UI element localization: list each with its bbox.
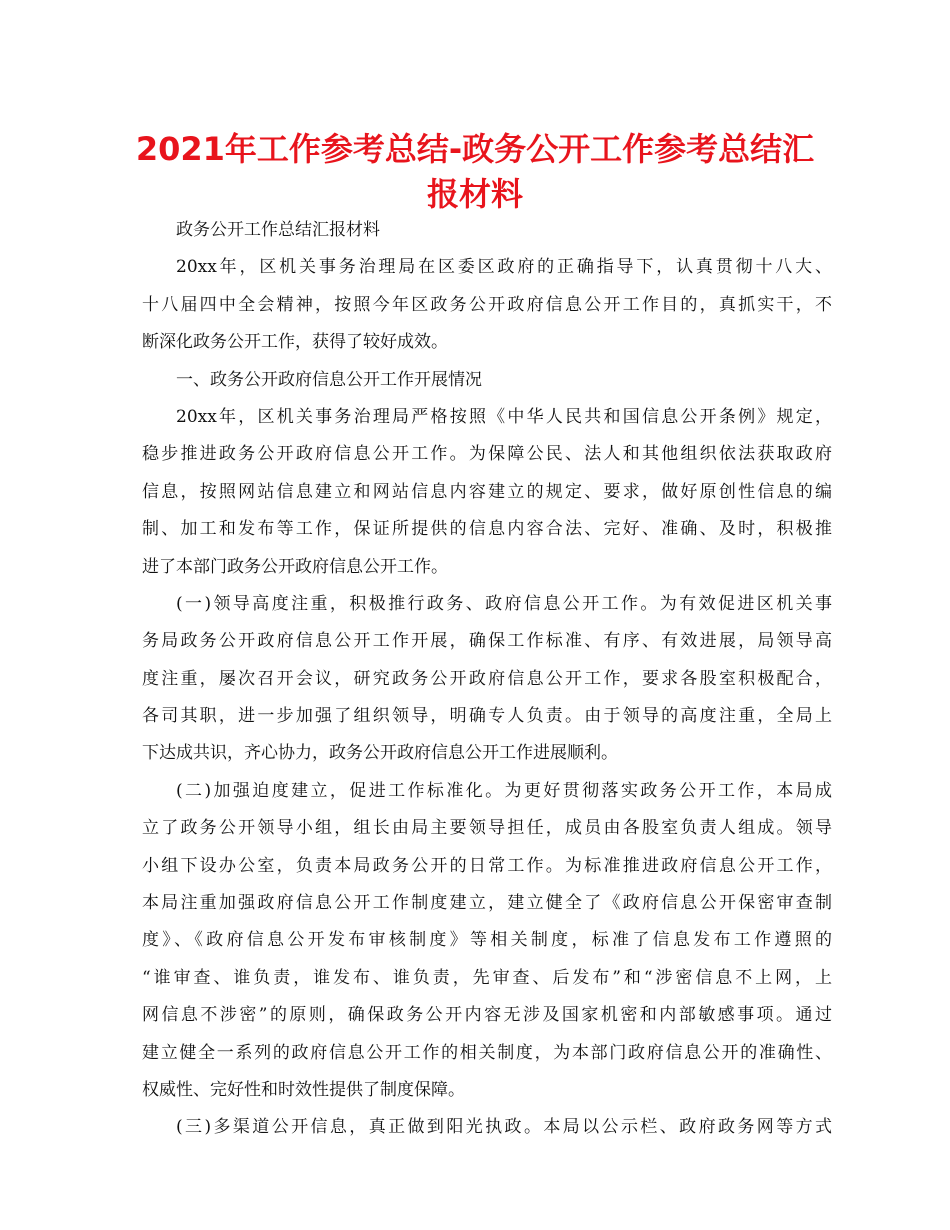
body-line: 本局注重加强政府信息公开工作制度建立，建立健全了《政府信息公开保密审查制 bbox=[142, 893, 832, 914]
body-line: 下达成共识，齐心协力，政务公开政府信息公开工作进展顺利。 bbox=[142, 743, 618, 764]
body-line: 20xx年，区机关事务治理局严格按照《中华人民共和国信息公开条例》规定， bbox=[176, 406, 832, 427]
body-line: 政务公开工作总结汇报材料 bbox=[176, 220, 380, 240]
document-title-line-1: 2021年工作参考总结-政务公开工作参考总结汇 bbox=[135, 130, 815, 168]
body-line: 度注重，屡次召开会议，研究政务公开政府信息公开工作，要求各股室积极配合， bbox=[142, 668, 832, 689]
body-line: (二)加强迫度建立，促进工作标准化。为更好贯彻落实政务公开工作，本局成 bbox=[176, 780, 832, 801]
body-line: 网信息不涉密”的原则，确保政务公开内容无涉及国家机密和内部敏感事项。通过 bbox=[142, 1005, 832, 1026]
body-line: 断深化政务公开工作，获得了较好成效。 bbox=[142, 332, 448, 353]
body-line: 20xx年，区机关事务治理局在区委区政府的正确指导下，认真贯彻十八大、 bbox=[176, 257, 832, 278]
body-line: 度》、《政府信息公开发布审核制度》等相关制度，标准了信息发布工作遵照的 bbox=[142, 930, 832, 951]
body-line: (一)领导高度注重，积极推行政务、政府信息公开工作。为有效促进区机关事 bbox=[176, 593, 832, 614]
body-line: 权威性、完好性和时效性提供了制度保障。 bbox=[142, 1079, 465, 1100]
body-line: 稳步推进政务公开政府信息公开工作。为保障公民、法人和其他组织依法获取政府 bbox=[142, 444, 832, 465]
body-line: 信息，按照网站信息建立和网站信息内容建立的规定、要求，做好原创性信息的编 bbox=[142, 481, 832, 502]
body-line: 进了本部门政务公开政府信息公开工作。 bbox=[142, 556, 448, 577]
body-line: 制、加工和发布等工作，保证所提供的信息内容合法、完好、准确、及时，积极推 bbox=[142, 519, 832, 540]
body-line: “谁审查、谁负责，谁发布、谁负责，先审查、后发布”和“涉密信息不上网，上 bbox=[142, 967, 832, 988]
body-line: 十八届四中全会精神，按照今年区政务公开政府信息公开工作目的，真抓实干，不 bbox=[142, 294, 832, 315]
body-line: 立了政务公开领导小组，组长由局主要领导担任，成员由各股室负责人组成。领导 bbox=[142, 818, 832, 839]
body-line: 一、政务公开政府信息公开工作开展情况 bbox=[176, 369, 482, 390]
body-line: (三)多渠道公开信息，真正做到阳光执政。本局以公示栏、政府政务网等方式 bbox=[176, 1117, 832, 1138]
body-line: 各司其职，进一步加强了组织领导，明确专人负责。由于领导的高度注重，全局上 bbox=[142, 706, 832, 727]
document-body bbox=[142, 212, 832, 1147]
body-line: 务局政务公开政府信息公开工作开展，确保工作标准、有序、有效进展，局领导高 bbox=[142, 631, 832, 652]
body-line: 小组下设办公室，负责本局政务公开的日常工作。为标准推进政府信息公开工作， bbox=[142, 855, 832, 876]
document-title-line-2: 报材料 bbox=[426, 175, 523, 213]
body-line: 建立健全一系列的政府信息公开工作的相关制度，为本部门政府信息公开的准确性、 bbox=[142, 1042, 832, 1063]
